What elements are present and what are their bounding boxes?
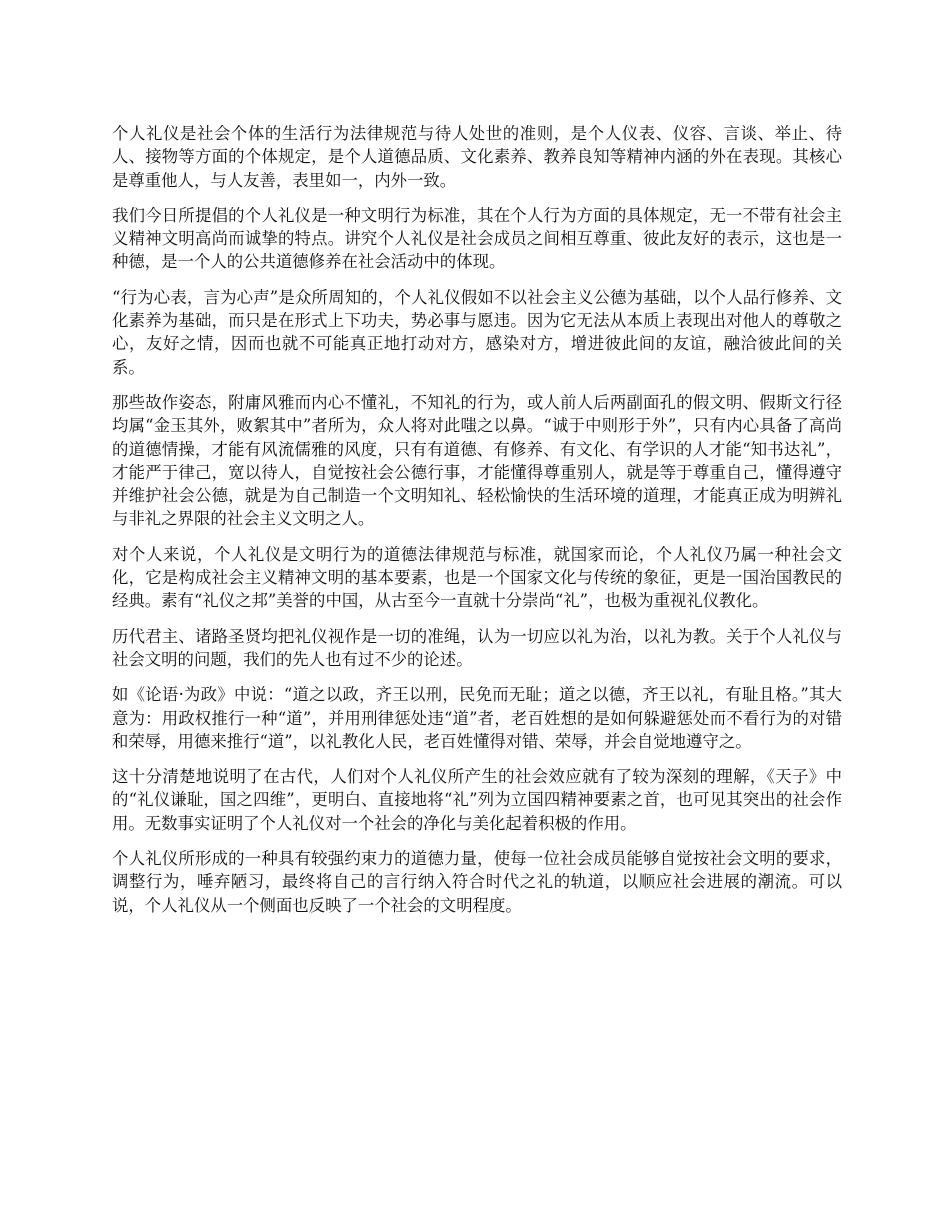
paragraph-6: 历代君主、诸路圣贤均把礼仪视作是一切的准绳，认为一切应以礼为治，以礼为教。关于个人礼仪与社会文明的问题，我们的先人也有过不少的论述。 — [112, 626, 842, 669]
paragraph-1: 个人礼仪是社会个体的生活行为法律规范与待人处世的准则，是个人仪表、仪容、言谈、举止、待人、接物等方面的个体规定，是个人道德品质、文化素养、教养良知等精神内涵的外在表现。其核心是尊重他人，与人友善，表里如一，内外一致。 — [112, 124, 842, 190]
paragraph-2: 我们今日所提倡的个人礼仪是一种文明行为标准，其在个人行为方面的具体规定，无一不带有社会主义精神文明高尚而诚挚的特点。讲究个人礼仪是社会成员之间相互尊重、彼此友好的表示，这也是一种德，是一个人的公共道德修养在社会活动中的体现。 — [112, 205, 842, 272]
paragraph-8: 这十分清楚地说明了在古代，人们对个人礼仪所产生的社会效应就有了较为深刻的理解，《天子》中的“礼仪谦耻，国之四维”，更明白、直接地将“礼”列为立国四精神要素之首，也可见其突出的社会作用。无数事实证明了个人礼仪对一个社会的净化与美化起着积极的作用。 — [112, 767, 842, 833]
paragraph-5: 对个人来说，个人礼仪是文明行为的道德法律规范与标准，就国家而论，个人礼仪乃属一种社会文化，它是构成社会主义精神文明的基本要素，也是一个国家文化与传统的象征，更是一国治国教民的经典。素有“礼仪之邦”美誉的中国，从古至今一直就十分崇尚“礼”，也极为重视礼仪教化。 — [112, 544, 842, 611]
document-body — [112, 122, 842, 929]
paragraph-4: 那些故作姿态，附庸风雅而内心不懂礼，不知礼的行为，或人前人后两副面孔的假文明、假斯文行径均属“金玉其外，败絮其中”者所为，众人将对此嗤之以鼻。“诚于中则形于外”，只有内心具备了高尚的道德情操，才能有风流儒雅的风度，只有有道德、有修养、有文化、有学识的人才能“知书达礼”，才能严于律己，宽以待人，自觉按社会公德行事，才能懂得尊重别人，就是等于尊重自己，懂得遵守并维护社会公德，就是为自己制造一个文明知礼、轻松愉快的生活环境的道理，才能真正成为明辨礼与非礼之界限的社会主义文明之人。 — [112, 392, 842, 529]
paragraph-3: “行为心表，言为心声”是众所周知的，个人礼仪假如不以社会主义公德为基础，以个人品行修养、文化素养为基础，而只是在形式上下功夫，势必事与愿违。因为它无法从本质上表现出对他人的尊敬之心，友好之情，因而也就不可能真正地打动对方，感染对方，增进彼此间的友谊，融洽彼此间的关系。 — [112, 287, 842, 377]
paragraph-7: 如《论语·为政》中说：“道之以政，齐王以刑，民免而无耻；道之以德，齐王以礼，有耻且格。”其大意为：用政权推行一种“道”，并用刑律惩处违“道”者，老百姓想的是如何躲避惩处而不看行为的对错和荣辱，用德来推行“道”，以礼教化人民，老百姓懂得对错、荣辱，并会自觉地遵守之。 — [112, 685, 842, 751]
paragraph-9: 个人礼仪所形成的一种具有较强约束力的道德力量，使每一位社会成员能够自觉按社会文明的要求，调整行为，唾弃陋习，最终将自己的言行纳入符合时代之礼的轨道，以顺应社会进展的潮流。可以说，个人礼仪从一个侧面也反映了一个社会的文明程度。 — [112, 849, 842, 915]
